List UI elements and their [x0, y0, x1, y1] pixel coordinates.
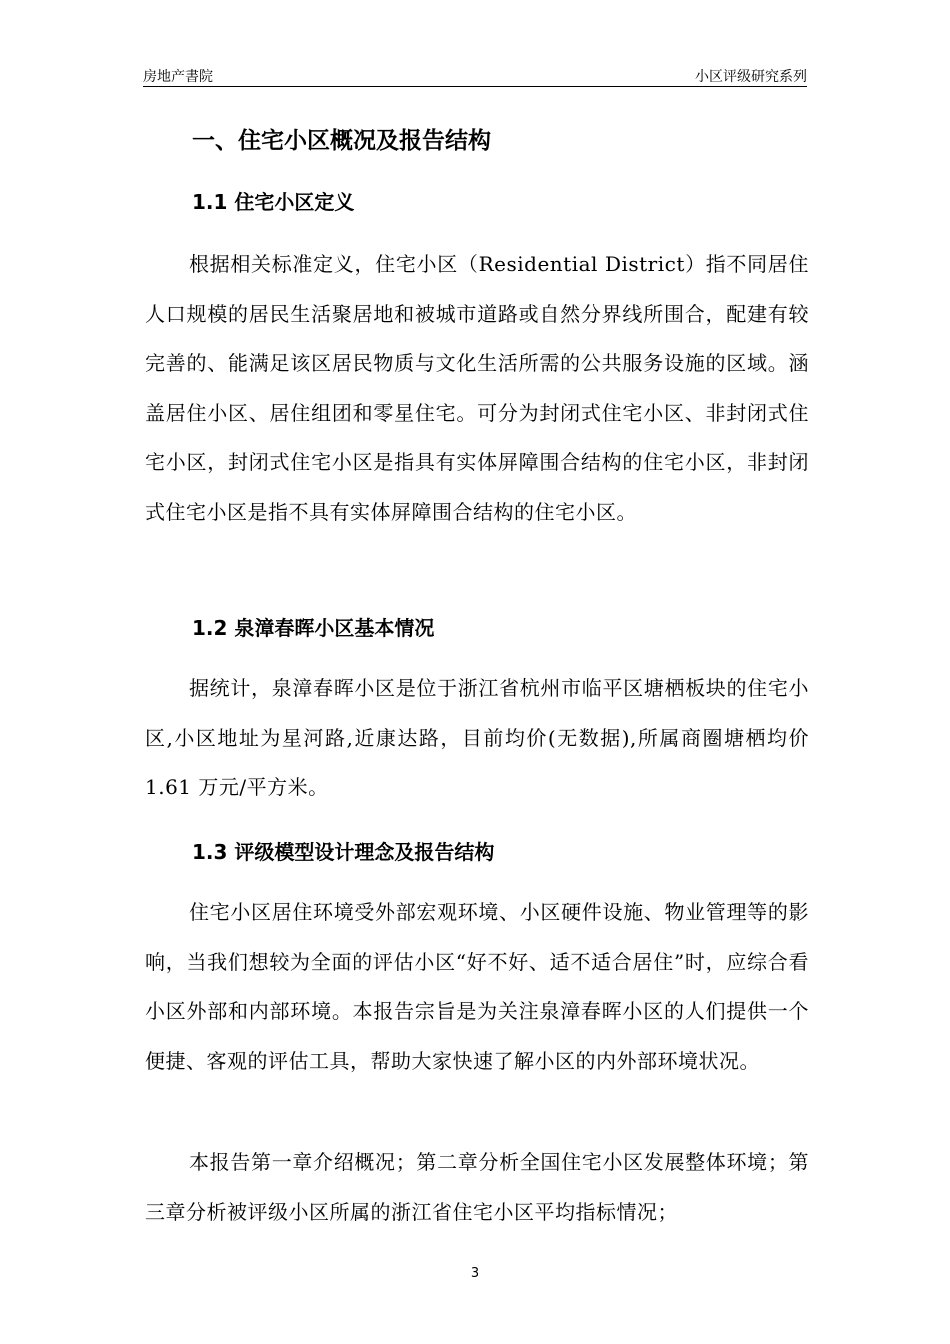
page-header — [143, 66, 807, 87]
section-heading-1-2: 1.2 泉漳春晖小区基本情况 — [192, 616, 435, 640]
section-1-1-paragraph: 根据相关标准定义，住宅小区（Residential District）指不同居住人口规模的居民生活聚居地和被城市道路或自然分界线所围合，配建有较完善的、能满足该区居民物质与文化生活所需的公共服务设施的区域。涵盖居住小区、居住组团和零星住宅。可分为封闭式住宅小区、非封闭式住宅小区，封闭式住宅小区是指具有实体屏障围合结构的住宅小区，非封闭式住宅小区是指不具有实体屏障围合结构的住宅小区。 — [145, 252, 809, 524]
section-heading-1-3: 1.3 评级模型设计理念及报告结构 — [192, 840, 495, 864]
chapter-heading: 一、住宅小区概况及报告结构 — [192, 128, 491, 154]
header-series-title: 小区评级研究系列 — [695, 69, 807, 85]
section-heading-1-1: 1.1 住宅小区定义 — [192, 190, 355, 214]
page-number: 3 — [470, 1266, 480, 1281]
section-1-2-paragraph: 据统计，泉漳春晖小区是位于浙江省杭州市临平区塘栖板块的住宅小区,小区地址为星河路,近康达路，目前均价(无数据),所属商圈塘栖均价 1.61 万元/平方米。 — [145, 676, 809, 799]
section-1-3-paragraph-2: 本报告第一章介绍概况；第二章分析全国住宅小区发展整体环境；第三章分析被评级小区所属的浙江省住宅小区平均指标情况； — [145, 1150, 809, 1224]
section-1-3-paragraph-1: 住宅小区居住环境受外部宏观环境、小区硬件设施、物业管理等的影响，当我们想较为全面的评估小区“好不好、适不适合居住”时，应综合看小区外部和内部环境。本报告宗旨是为关注泉漳春晖小区的人们提供一个便捷、客观的评估工具，帮助大家快速了解小区的内外部环境状况。 — [145, 900, 809, 1073]
header-publisher: 房地产書院 — [143, 69, 213, 85]
